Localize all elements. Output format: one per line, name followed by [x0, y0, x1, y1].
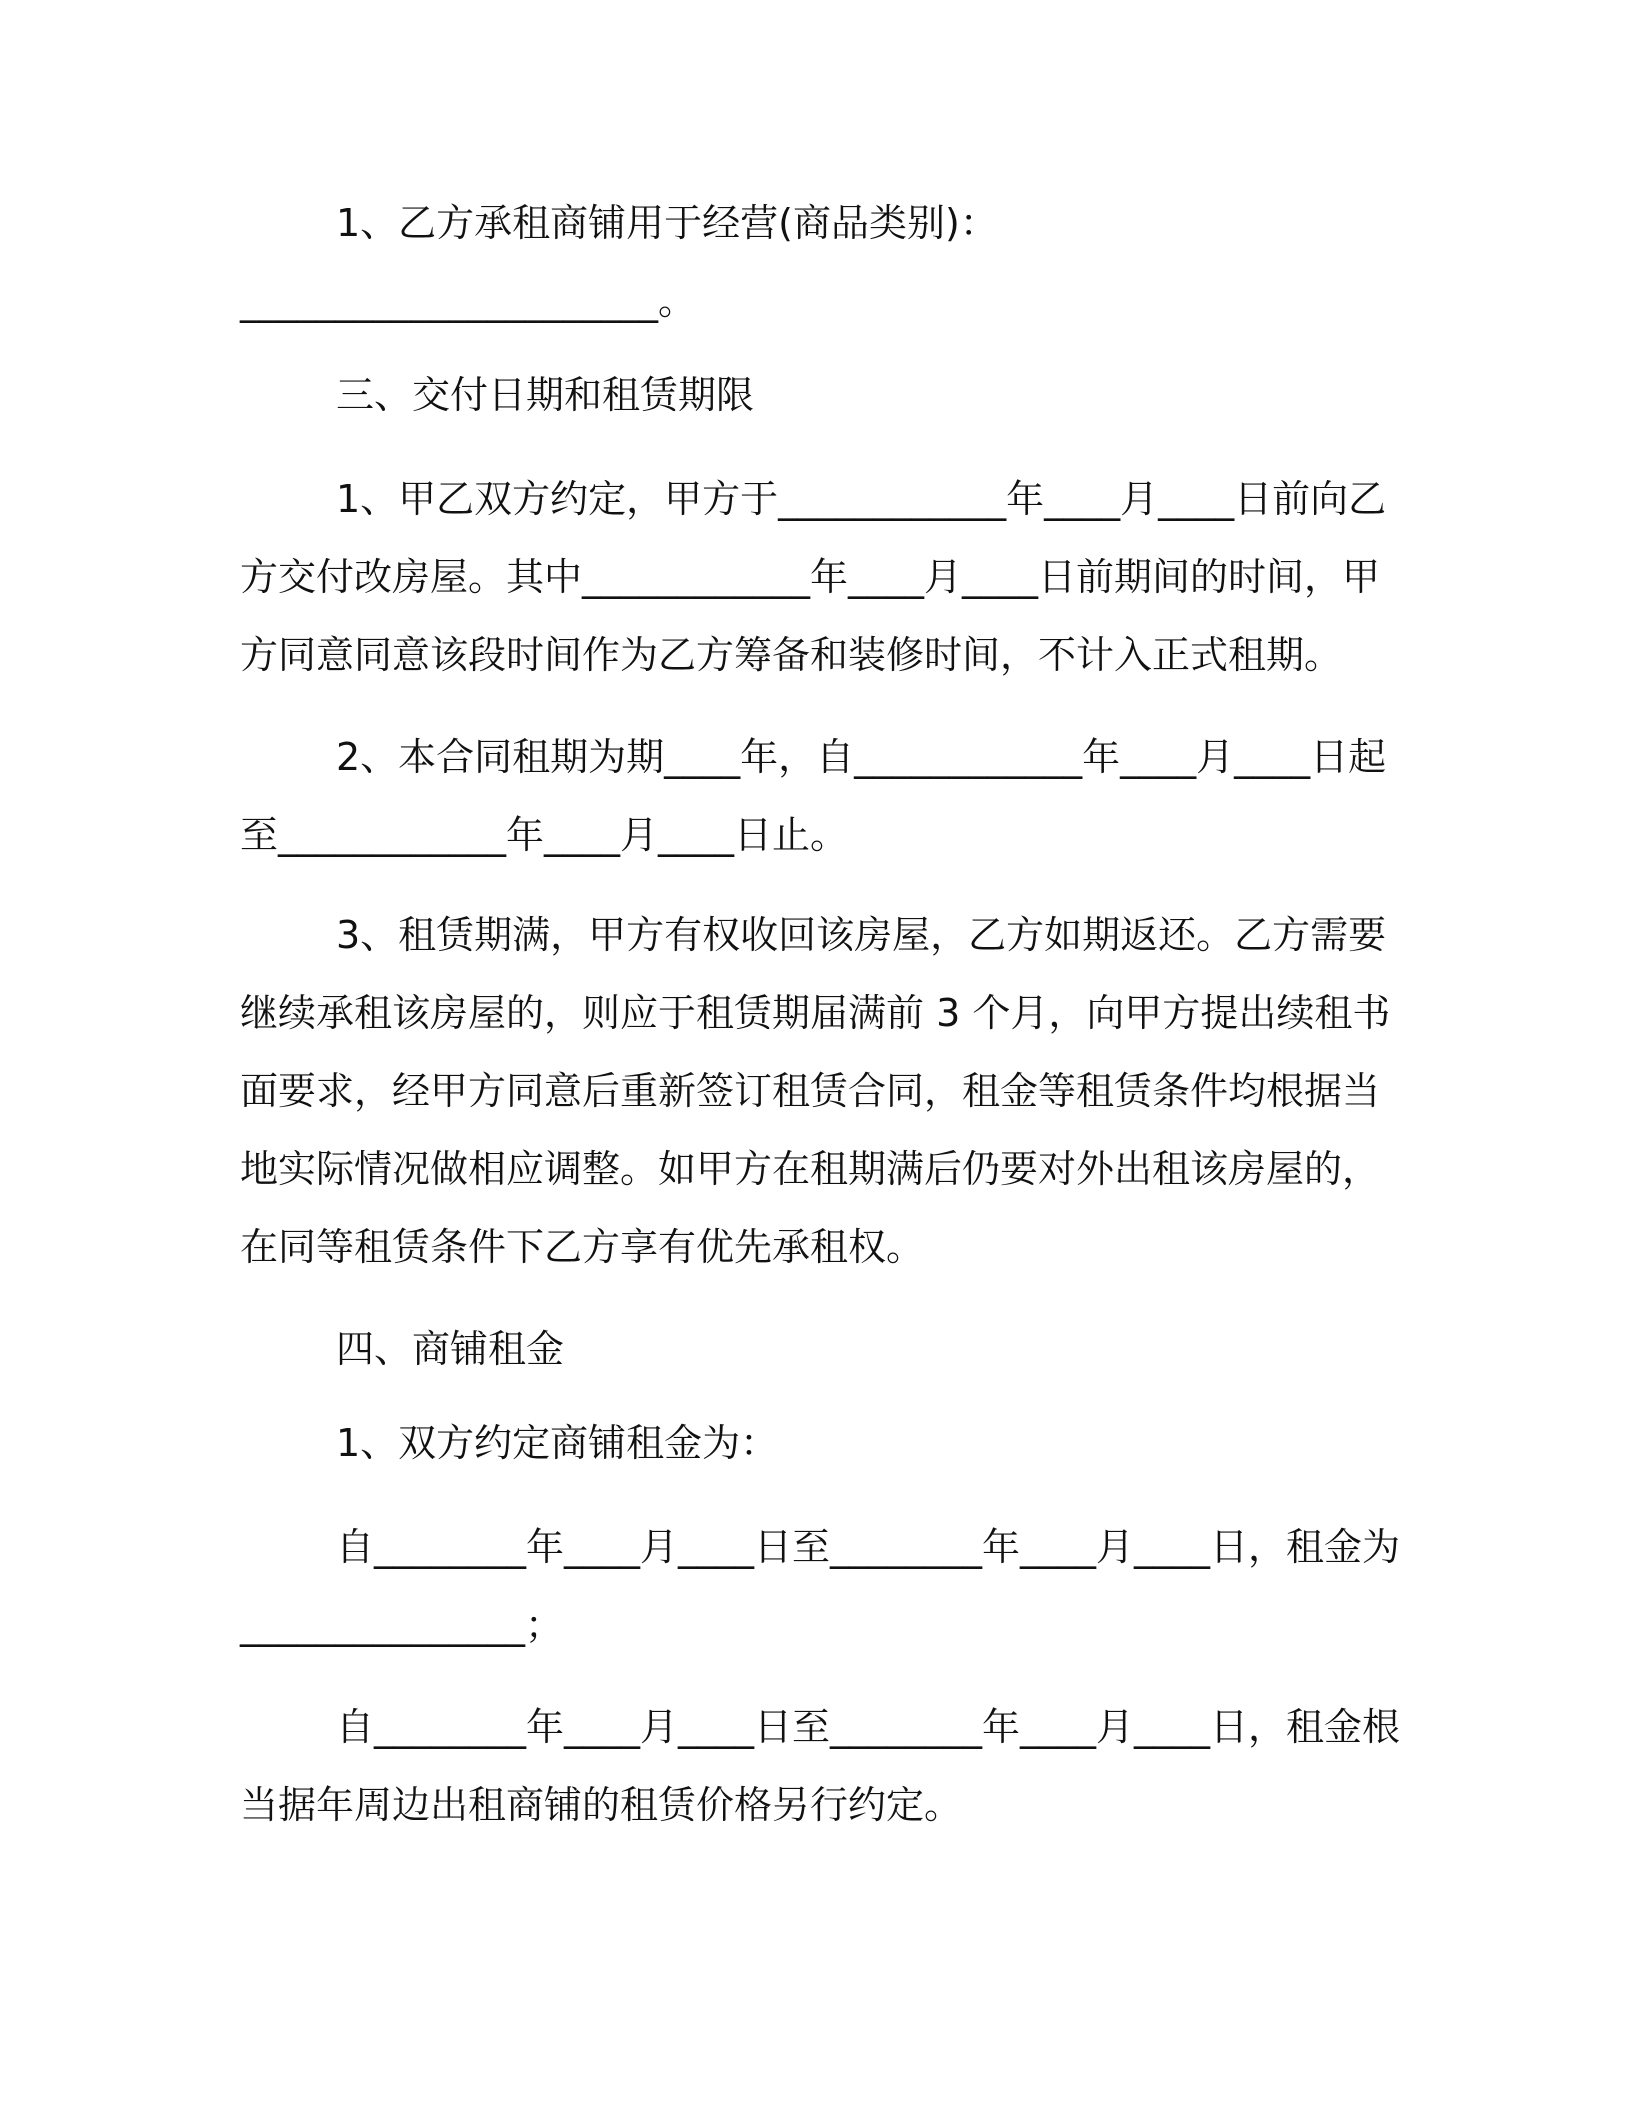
section-heading-rent: 四、商铺租金	[336, 1327, 565, 1371]
paragraph-rent-agreement: 1、双方约定商铺租金为：	[336, 1421, 779, 1465]
paragraph-lease-term: 2、本合同租期为期____年，自____________年____月____日起至____________年____月____日止。	[240, 735, 1387, 857]
paragraph-rent-period-2: 自________年____月____日至________年____月____日，租金根当据年周边出租商铺的租赁价格另行约定。	[240, 1705, 1401, 1827]
paragraph-business-blank: ______________________。	[240, 279, 697, 323]
paragraph-business-use: 1、乙方承租商铺用于经营(商品类别)：	[336, 201, 998, 245]
section-heading-delivery-term: 三、交付日期和租赁期限	[336, 373, 755, 417]
paragraph-delivery-date: 1、甲乙双方约定，甲方于____________年____月____日前向乙方交付改房屋。其中____________年____月____日前期间的时间，甲方同意同意该段时间作为乙方筹备和装修时间，不计入正式租期。	[240, 477, 1387, 677]
paragraph-lease-expiry: 3、租赁期满，甲方有权收回该房屋，乙方如期返还。乙方需要继续承租该房屋的，则应于租赁期届满前 3 个月，向甲方提出续租书面要求，经甲方同意后重新签订租赁合同，租金等租赁条件均根据当地实际情况做相应调整。如甲方在租期满后仍要对外出租该房屋的，在同等租赁条件下乙方享有优先承租权。	[240, 913, 1391, 1269]
paragraph-rent-period-1: 自________年____月____日至________年____月____日，租金为_______________；	[240, 1525, 1401, 1647]
